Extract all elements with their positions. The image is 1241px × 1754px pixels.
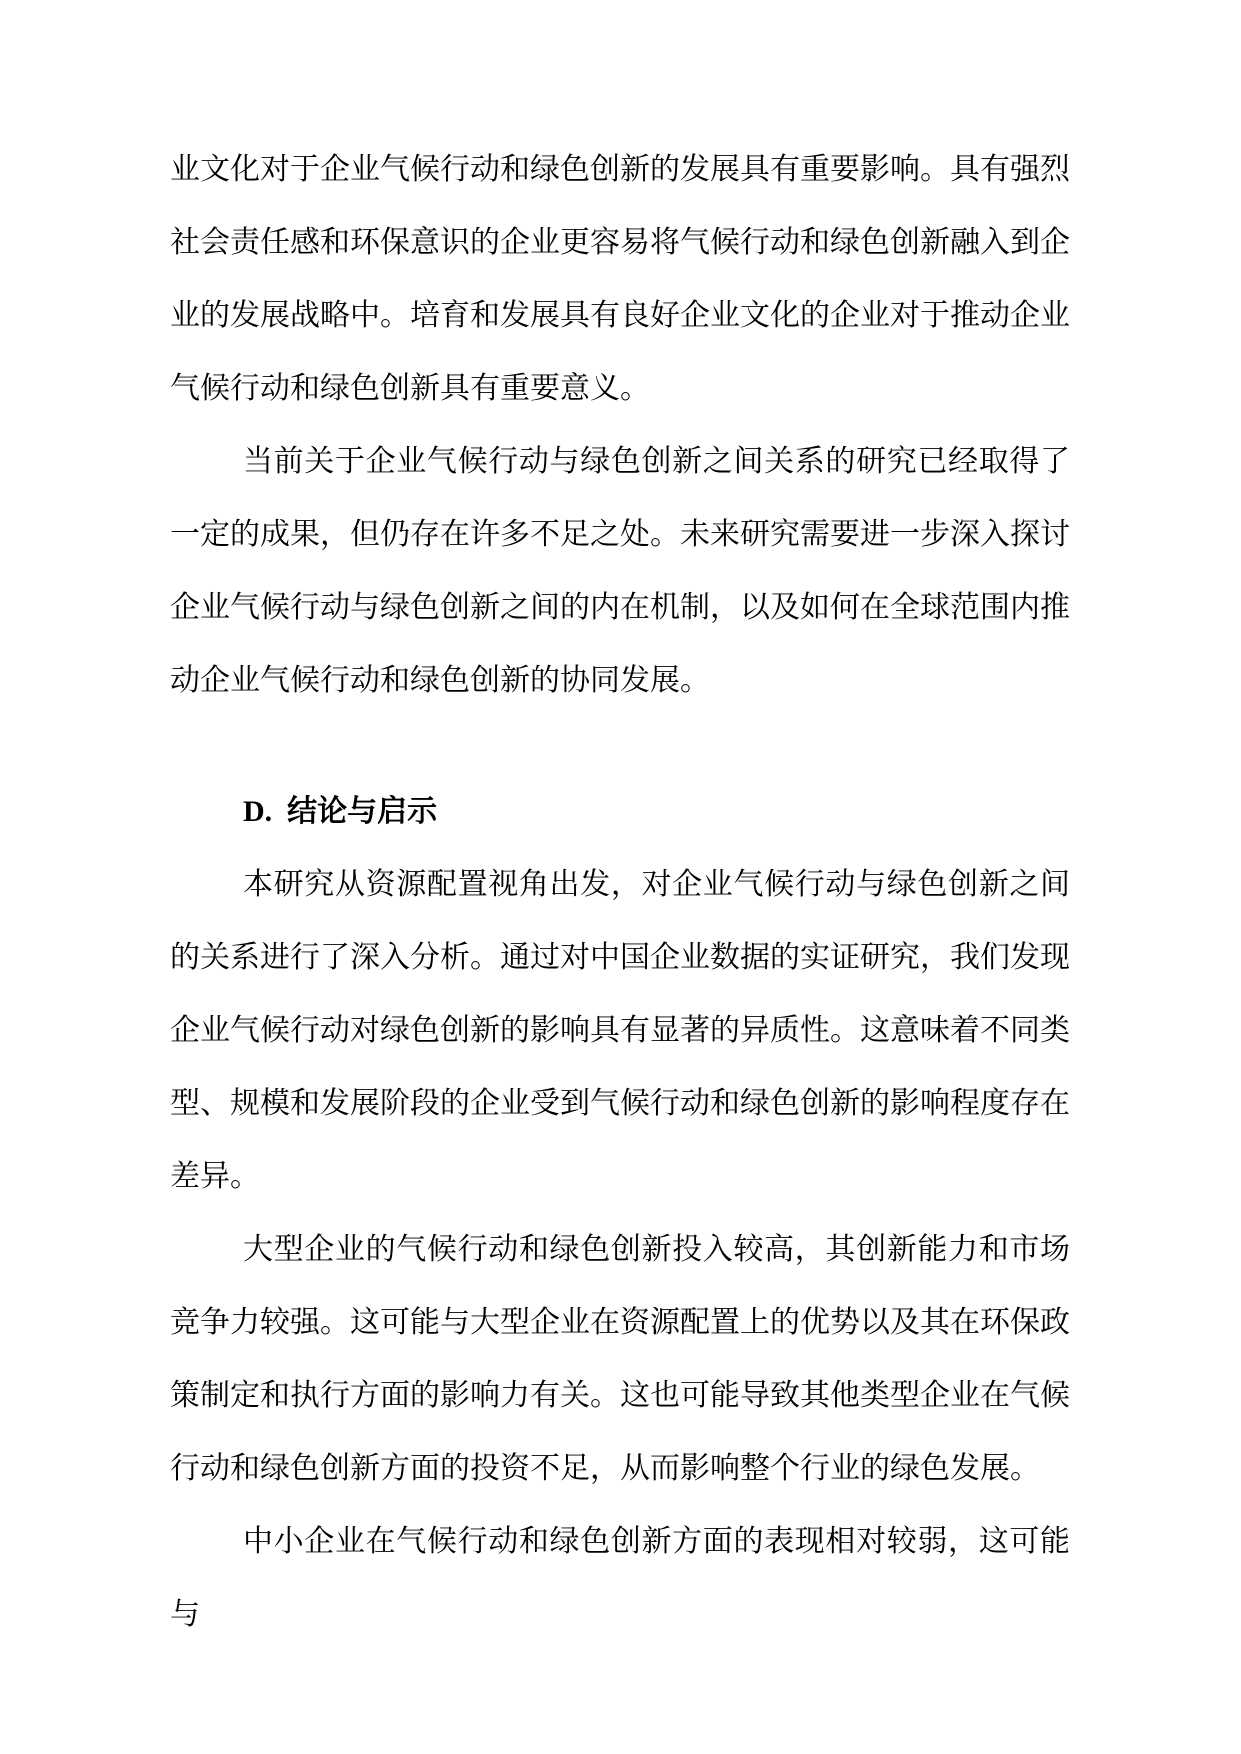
paragraph: 中小企业在气候行动和绿色创新方面的表现相对较弱，这可能与 [170, 1525, 1070, 1631]
paragraph: 本研究从资源配置视角出发，对企业气候行动与绿色创新之间的关系进行了深入分析。通过对中国企业数据的实证研究，我们发现企业气候行动对绿色创新的影响具有显著的异质性。这意味着不同类型、规模和发展阶段的企业受到气候行动和绿色创新的影响程度存在差异。 [170, 868, 1070, 1193]
section-heading [170, 775, 1070, 848]
paragraph: 业文化对于企业气候行动和绿色创新的发展具有重要影响。具有强烈社会责任感和环保意识的企业更容易将气候行动和绿色创新融入到企业的发展战略中。培育和发展具有良好企业文化的企业对于推动企业气候行动和绿色创新具有重要意义。 [170, 153, 1070, 405]
paragraph: 当前关于企业气候行动与绿色创新之间关系的研究已经取得了一定的成果，但仍存在许多不足之处。未来研究需要进一步深入探讨企业气候行动与绿色创新之间的内在机制，以及如何在全球范围内推动企业气候行动和绿色创新的协同发展。 [170, 445, 1070, 697]
document-content [170, 133, 1070, 1651]
heading-title: 结论与启示 [287, 795, 438, 828]
heading-number: D. [243, 795, 273, 828]
paragraph: 大型企业的气候行动和绿色创新投入较高，其创新能力和市场竞争力较强。这可能与大型企业在资源配置上的优势以及其在环保政策制定和执行方面的影响力有关。这也可能导致其他类型企业在气候行动和绿色创新方面的投资不足，从而影响整个行业的绿色发展。 [170, 1233, 1070, 1485]
